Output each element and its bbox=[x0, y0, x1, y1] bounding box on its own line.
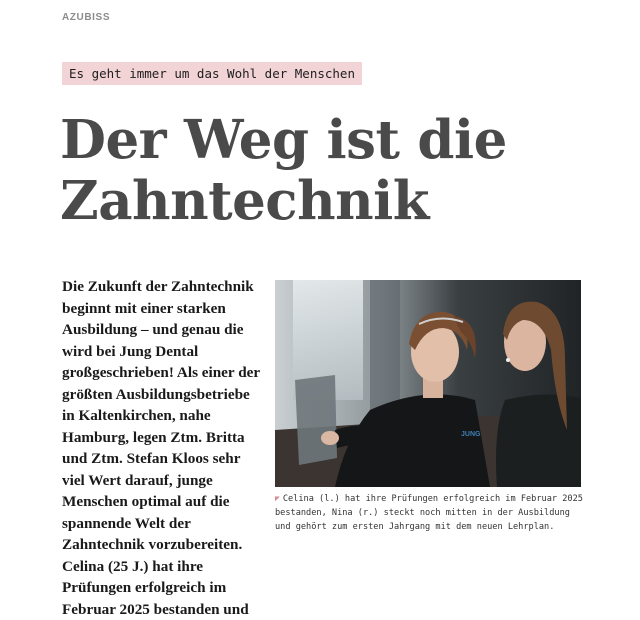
caption-text: Celina (l.) hat ihre Prüfungen erfolgreich im Februar 2025 bestanden, Nina (r.) steckt noch mitten in der Ausbildung und gehört zum ersten Jahrgang mit dem neuen Lehrplan. bbox=[275, 494, 583, 532]
article-kicker: Es geht immer um das Wohl der Menschen bbox=[62, 62, 362, 85]
section-label: AZUBISS bbox=[62, 12, 111, 23]
shirt-logo: JUNG bbox=[461, 431, 481, 438]
article-headline: Der Weg ist die Zahntechnik bbox=[60, 109, 507, 232]
photo-caption bbox=[275, 492, 585, 534]
person-right-body bbox=[496, 394, 581, 487]
monitor bbox=[295, 375, 337, 465]
caption-marker-icon: ◤ bbox=[275, 494, 280, 503]
article-photo bbox=[275, 280, 581, 487]
article-body-text: Die Zukunft der Zahntechnik beginnt mit einer starken Ausbildung – und genau die wird bei Jung Dental großgeschrieben! Als einer der größten Ausbildungsbetriebe in Kaltenkirchen, nahe Hamburg, legen Ztm. Britta und Ztm. Stefan Kloos sehr viel Wert darauf, junge Menschen optimal auf die spannende Welt der Zahntechnik vorzubereiten. Celina (25 J.) hat ihre Prüfungen erfolgreich im Februar 2025 bestanden und bbox=[62, 278, 260, 618]
